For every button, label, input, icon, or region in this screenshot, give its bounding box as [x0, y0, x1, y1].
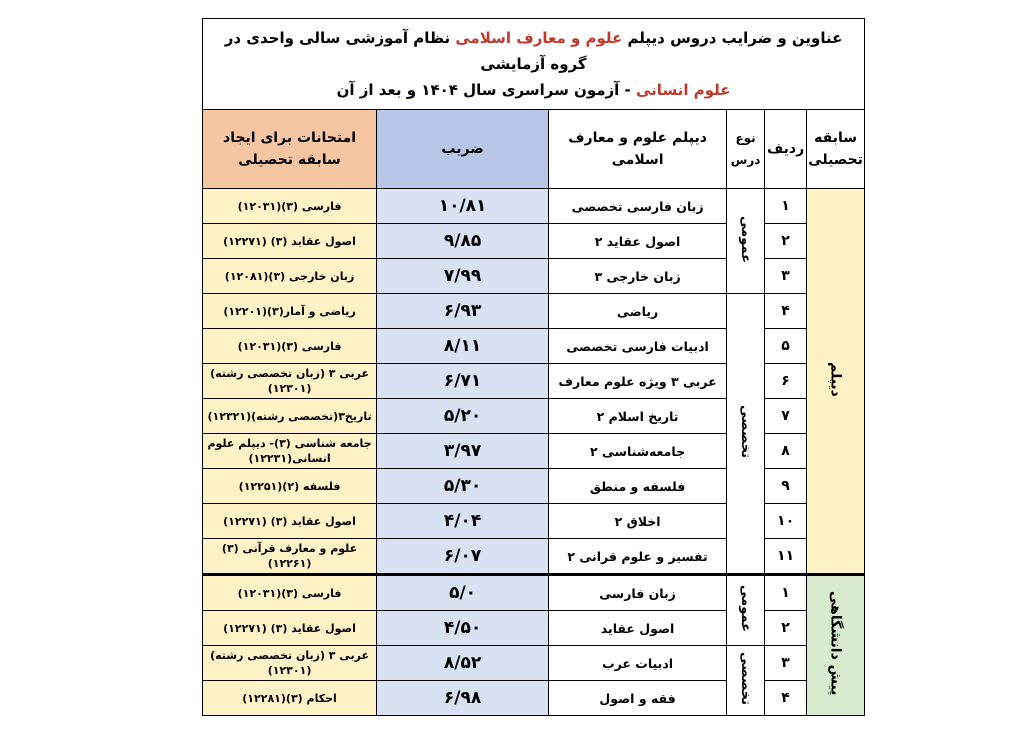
title-field-name: علوم و معارف اسلامی: [455, 29, 623, 47]
row-number: ۱: [765, 575, 807, 611]
exam-name: جامعه شناسی (۳)- دیپلم علوم انسانی(۱۲۲۳۱): [203, 434, 377, 469]
table-row: [203, 329, 865, 364]
coefficient: ۶/۹۳: [377, 294, 549, 329]
table-row: [203, 294, 865, 329]
row-number: ۳: [765, 259, 807, 294]
title-line-1: [213, 25, 854, 77]
row-number: ۵: [765, 329, 807, 364]
table-row: [203, 434, 865, 469]
coefficient: ۵/۳۰: [377, 469, 549, 504]
title-group-name: علوم انسانی: [636, 81, 731, 99]
row-number: ۷: [765, 399, 807, 434]
group-pre-university: پیش دانشگاهی: [807, 575, 865, 716]
row-number: ۱۱: [765, 539, 807, 575]
exam-name: علوم و معارف قرآنی (۳)(۱۲۲۶۱): [203, 539, 377, 575]
exam-name: زبان خارجی (۳)(۱۲۰۸۱): [203, 259, 377, 294]
exam-name: احکام (۳)(۱۲۲۸۱): [203, 681, 377, 716]
coefficient: ۴/۰۴: [377, 504, 549, 539]
type-specialized: تخصصی: [727, 294, 765, 575]
table-title: [203, 19, 865, 110]
lesson-name: تفسیر و علوم قرانی ۲: [549, 539, 727, 575]
coefficient: ۶/۹۸: [377, 681, 549, 716]
lesson-name: زبان خارجی ۳: [549, 259, 727, 294]
row-number: ۲: [765, 611, 807, 646]
lesson-name: فقه و اصول: [549, 681, 727, 716]
table-row: [203, 189, 865, 224]
exam-name: فارسی (۳)(۱۲۰۳۱): [203, 329, 377, 364]
table-row: [203, 399, 865, 434]
coefficient: ۶/۷۱: [377, 364, 549, 399]
lesson-name: تاریخ اسلام ۲: [549, 399, 727, 434]
row-number: ۴: [765, 681, 807, 716]
header-sabeghe: سابقه تحصیلی: [807, 110, 865, 189]
row-number: ۱۰: [765, 504, 807, 539]
coefficient: ۸/۱۱: [377, 329, 549, 364]
exam-name: عربی ۳ (زبان تخصصی رشته)(۱۲۳۰۱): [203, 646, 377, 681]
lesson-name: عربی ۳ ویژه علوم معارف: [549, 364, 727, 399]
coefficient: ۵/۰: [377, 575, 549, 611]
lesson-name: جامعه‌شناسی ۲: [549, 434, 727, 469]
table-row: [203, 259, 865, 294]
title-exam-year: - آزمون سراسری سال ۱۴۰۴ و بعد از آن: [336, 81, 631, 99]
exam-name: اصول عقاید (۳) (۱۲۲۷۱): [203, 224, 377, 259]
lesson-name: اصول عقاید: [549, 611, 727, 646]
header-lesson: دیپلم علوم و معارف اسلامی: [549, 110, 727, 189]
row-number: ۴: [765, 294, 807, 329]
exam-name: ریاضی و آمار(۳)(۱۲۲۰۱): [203, 294, 377, 329]
exam-name: فارسی (۳)(۱۲۰۳۱): [203, 575, 377, 611]
table-row: [203, 611, 865, 646]
table-row: [203, 646, 865, 681]
coefficient: ۴/۵۰: [377, 611, 549, 646]
lesson-name: اصول عقاید ۲: [549, 224, 727, 259]
header-coefficient: ضریب: [377, 110, 549, 189]
lesson-name: ادبیات فارسی تخصصی: [549, 329, 727, 364]
row-number: ۱: [765, 189, 807, 224]
exam-name: اصول عقاید (۳) (۱۲۲۷۱): [203, 611, 377, 646]
row-number: ۸: [765, 434, 807, 469]
coefficient: ۸/۵۲: [377, 646, 549, 681]
header-radif: ردیف: [765, 110, 807, 189]
table-row: [203, 504, 865, 539]
exam-name: فلسفه (۲)(۱۲۲۵۱): [203, 469, 377, 504]
table-row: [203, 364, 865, 399]
header-exam: امتحانات برای ایجاد سابقه تحصیلی: [203, 110, 377, 189]
exam-name: فارسی (۳)(۱۲۰۳۱): [203, 189, 377, 224]
row-number: ۹: [765, 469, 807, 504]
exam-name: اصول عقاید (۳) (۱۲۲۷۱): [203, 504, 377, 539]
exam-name: تاریخ۳(تخصصی رشته)(۱۲۳۲۱): [203, 399, 377, 434]
lesson-name: ادبیات عرب: [549, 646, 727, 681]
coefficient: ۶/۰۷: [377, 539, 549, 575]
table-row: [203, 224, 865, 259]
coefficient: ۵/۲۰: [377, 399, 549, 434]
coefficient-table-sheet: [202, 18, 864, 722]
lesson-name: زبان فارسی: [549, 575, 727, 611]
exam-name: عربی ۳ (زبان تخصصی رشته)(۱۲۳۰۱): [203, 364, 377, 399]
lesson-name: زبان فارسی تخصصی: [549, 189, 727, 224]
title-suffix: نظام آموزشی سالی واحدی در گروه آزمایشی: [224, 29, 587, 73]
coefficient: ۱۰/۸۱: [377, 189, 549, 224]
type-general: عمومی: [727, 189, 765, 294]
header-type: نوع درس: [727, 110, 765, 189]
title-line-2: [213, 77, 854, 103]
row-number: ۶: [765, 364, 807, 399]
table-row: [203, 681, 865, 716]
lesson-name: فلسفه و منطق: [549, 469, 727, 504]
type-specialized: تخصصی: [727, 646, 765, 716]
lesson-name: اخلاق ۲: [549, 504, 727, 539]
coefficient-table: [202, 18, 865, 716]
coefficient: ۹/۸۵: [377, 224, 549, 259]
table-row: [203, 575, 865, 611]
table-row: [203, 539, 865, 575]
coefficient: ۷/۹۹: [377, 259, 549, 294]
table-row: [203, 469, 865, 504]
group-diploma: دیپلم: [807, 189, 865, 575]
row-number: ۳: [765, 646, 807, 681]
type-general: عمومی: [727, 575, 765, 646]
lesson-name: ریاضی: [549, 294, 727, 329]
row-number: ۲: [765, 224, 807, 259]
title-prefix: عناوین و ضرایب دروس دیپلم: [627, 29, 843, 47]
coefficient: ۳/۹۷: [377, 434, 549, 469]
